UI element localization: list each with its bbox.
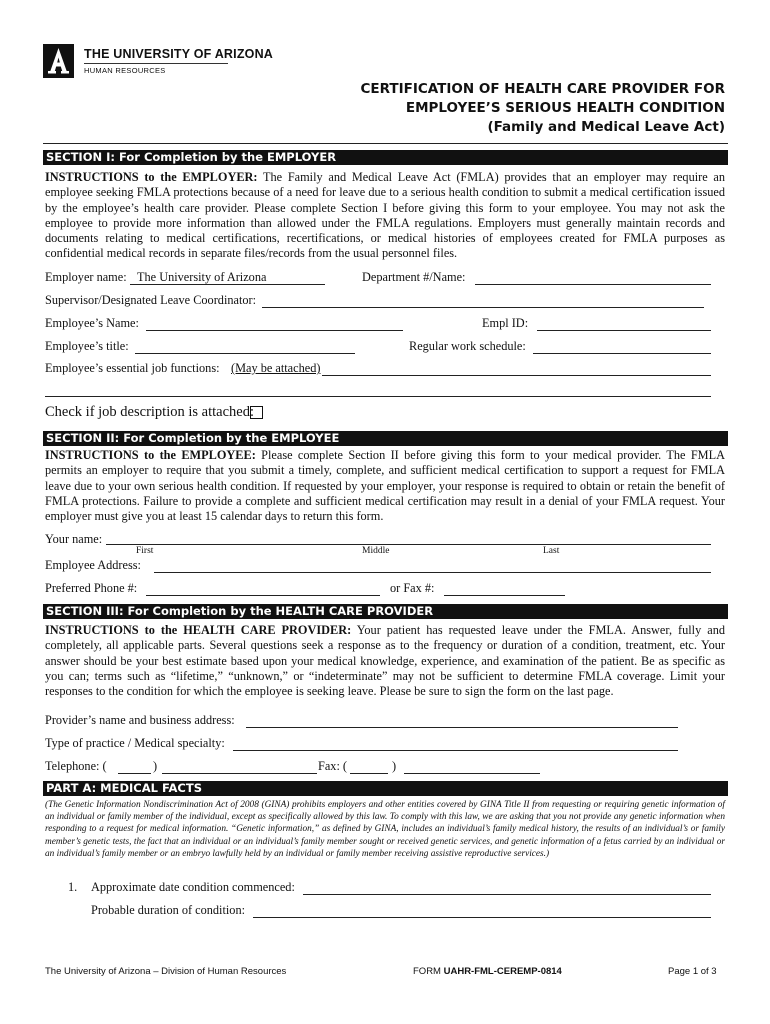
section-1-instructions bbox=[45, 170, 725, 262]
part-a-heading: PART A: MEDICAL FACTS bbox=[43, 781, 728, 796]
footer-form-prefix: FORM bbox=[413, 966, 444, 977]
section-2-instructions-lead: INSTRUCTIONS to the EMPLOYEE: bbox=[45, 448, 256, 462]
preferred-phone-field[interactable] bbox=[146, 595, 380, 596]
empl-id-label: Empl ID: bbox=[482, 316, 529, 330]
last-name-caption: Last bbox=[543, 546, 560, 556]
employee-title-field[interactable] bbox=[135, 353, 355, 354]
job-functions-label: Employee’s essential job functions: bbox=[45, 361, 220, 375]
university-logo bbox=[43, 44, 74, 78]
job-description-checkbox[interactable] bbox=[250, 406, 263, 419]
provider-fax-label: Fax: ( bbox=[318, 759, 348, 773]
form-title bbox=[360, 80, 725, 137]
provider-name-field[interactable] bbox=[246, 727, 678, 728]
gina-notice: (The Genetic Information Nondiscrimination Act of 2008 (GINA) prohibits employers and other entities covered by GINA Title II from requesting or requiring genetic information of an individual or family member of the individual, except as specifically allowed by this law. To comply with this law, we are asking that you not provide any genetic information when responding to a request for medical information. “Genetic information,” as defined by GINA, includes an individual’s family medical history, the results of an individual’s or family member’s genetic tests, the fact that an individual or an individual’s family member sought or received genetic services, and genetic information of a fetus carried by an individual or an individual’s family member or an embryo lawfully held by an individual or family member receiving assistive reproductive services.) bbox=[45, 800, 725, 859]
section-3-instructions bbox=[45, 623, 725, 699]
work-schedule-label: Regular work schedule: bbox=[409, 339, 526, 353]
fax-label: or Fax #: bbox=[390, 581, 435, 595]
university-name: THE UNIVERSITY OF ARIZONA bbox=[84, 47, 274, 61]
condition-start-field[interactable] bbox=[303, 894, 711, 895]
your-name-label: Your name: bbox=[45, 532, 103, 546]
telephone-label: Telephone: ( bbox=[45, 759, 107, 773]
footer-division: The University of Arizona – Division of Human Resources bbox=[45, 966, 287, 977]
department-label: Department #/Name: bbox=[362, 270, 466, 284]
provider-name-label: Provider’s name and business address: bbox=[45, 713, 235, 727]
section-1-heading: SECTION I: For Completion by the EMPLOYER bbox=[43, 150, 728, 165]
job-functions-field[interactable] bbox=[322, 375, 711, 376]
telephone-paren-close: ) bbox=[153, 759, 158, 773]
question-1-number: 1. bbox=[68, 880, 78, 894]
fax-field[interactable] bbox=[444, 595, 565, 596]
employee-name-label: Employee’s Name: bbox=[45, 316, 139, 330]
title-line-3: (Family and Medical Leave Act) bbox=[487, 119, 725, 135]
provider-fax-number-field[interactable] bbox=[404, 773, 540, 774]
header-divider bbox=[84, 63, 228, 64]
condition-duration-field[interactable] bbox=[253, 917, 711, 918]
condition-start-label: Approximate date condition commenced: bbox=[91, 880, 295, 894]
employee-address-field[interactable] bbox=[154, 572, 711, 573]
section-1-instructions-lead: INSTRUCTIONS to the EMPLOYER: bbox=[45, 170, 258, 184]
employer-name-label: Employer name: bbox=[45, 270, 127, 284]
footer-form-code bbox=[413, 966, 562, 977]
section-2-heading: SECTION II: For Completion by the EMPLOYEE bbox=[43, 431, 728, 446]
supervisor-field[interactable] bbox=[262, 307, 704, 308]
section-3-instructions-text: Your patient has requested leave under the FMLA. Answer, fully and completely, all applicable parts. Several questions seek a response as to the frequency or duration of a condition, treatment, etc. Your answer should be your best estimate based upon your medical knowledge, experience, and examination of the patient. Be as specific as you can; terms such as “lifetime,” “unknown,” or “indeterminate” may not be sufficient to determine FMLA coverage. Limit your responses to the condition for which the employee is seeking leave. Please be sure to sign the form on the last page. bbox=[45, 623, 725, 699]
employee-address-label: Employee Address: bbox=[45, 558, 141, 572]
middle-name-caption: Middle bbox=[362, 546, 390, 556]
section-3-heading: SECTION III: For Completion by the HEALTH CARE PROVIDER bbox=[43, 604, 728, 619]
footer-form-id: UAHR-FML-CEREMP-0814 bbox=[443, 966, 562, 977]
supervisor-label: Supervisor/Designated Leave Coordinator: bbox=[45, 293, 257, 307]
practice-type-field[interactable] bbox=[233, 750, 678, 751]
title-line-2: EMPLOYEE’S SERIOUS HEALTH CONDITION bbox=[405, 100, 725, 116]
provider-fax-area-code-field[interactable] bbox=[350, 773, 388, 774]
work-schedule-field[interactable] bbox=[533, 353, 711, 354]
practice-type-label: Type of practice / Medical specialty: bbox=[45, 736, 225, 750]
department-field[interactable] bbox=[475, 284, 711, 285]
title-rule bbox=[43, 143, 728, 144]
a-logo-icon bbox=[43, 44, 74, 78]
footer-page-number: Page 1 of 3 bbox=[668, 966, 717, 977]
section-2-instructions bbox=[45, 448, 725, 524]
job-functions-field-2[interactable] bbox=[45, 396, 711, 397]
your-name-field[interactable] bbox=[106, 544, 711, 545]
department-name: HUMAN RESOURCES bbox=[84, 66, 166, 75]
employee-title-label: Employee’s title: bbox=[45, 339, 129, 353]
title-line-1: CERTIFICATION OF HEALTH CARE PROVIDER FOR bbox=[360, 81, 725, 97]
first-name-caption: First bbox=[136, 546, 154, 556]
section-1-instructions-text: The Family and Medical Leave Act (FMLA) provides that an employer may require an employee seeking FMLA protections because of a need for leave due to a serious health condition to submit a medical certification issued by the employee’s health care provider. Please complete Section I before giving this form to your employee. You may not ask the employee to provide more information than allowed under the FMLA regulations. Employers must generally maintain records and documents relating to medical certifications, recertifications, or medical histories of employees created for FMLA purposes as confidential medical records in separate files/records from the usual personnel files. bbox=[45, 170, 726, 261]
telephone-number-field[interactable] bbox=[162, 773, 317, 774]
section-3-instructions-lead: INSTRUCTIONS to the HEALTH CARE PROVIDER: bbox=[45, 623, 352, 637]
job-description-check-label: Check if job description is attached: bbox=[45, 404, 254, 420]
telephone-area-code-field[interactable] bbox=[118, 773, 151, 774]
condition-duration-label: Probable duration of condition: bbox=[91, 903, 246, 917]
section-2-instructions-text: Please complete Section II before giving this form to your medical provider. The FMLA permits an employer to require that you submit a timely, complete, and sufficient medical certification to support a request for FMLA leave due to your own serious health condition. If requested by your employer, your response is required to obtain or retain the benefit of FMLA protections. Failure to provide a complete and sufficient medical certification may result in a denial of your FMLA request. Your employer must give you at least 15 calendar days to return this form. bbox=[45, 448, 725, 524]
provider-fax-paren-close: ) bbox=[392, 759, 397, 773]
empl-id-field[interactable] bbox=[537, 330, 711, 331]
job-functions-hint: (May be attached) bbox=[231, 361, 321, 375]
employer-name-value: The University of Arizona bbox=[137, 270, 267, 284]
preferred-phone-label: Preferred Phone #: bbox=[45, 581, 138, 595]
employee-name-field[interactable] bbox=[146, 330, 403, 331]
